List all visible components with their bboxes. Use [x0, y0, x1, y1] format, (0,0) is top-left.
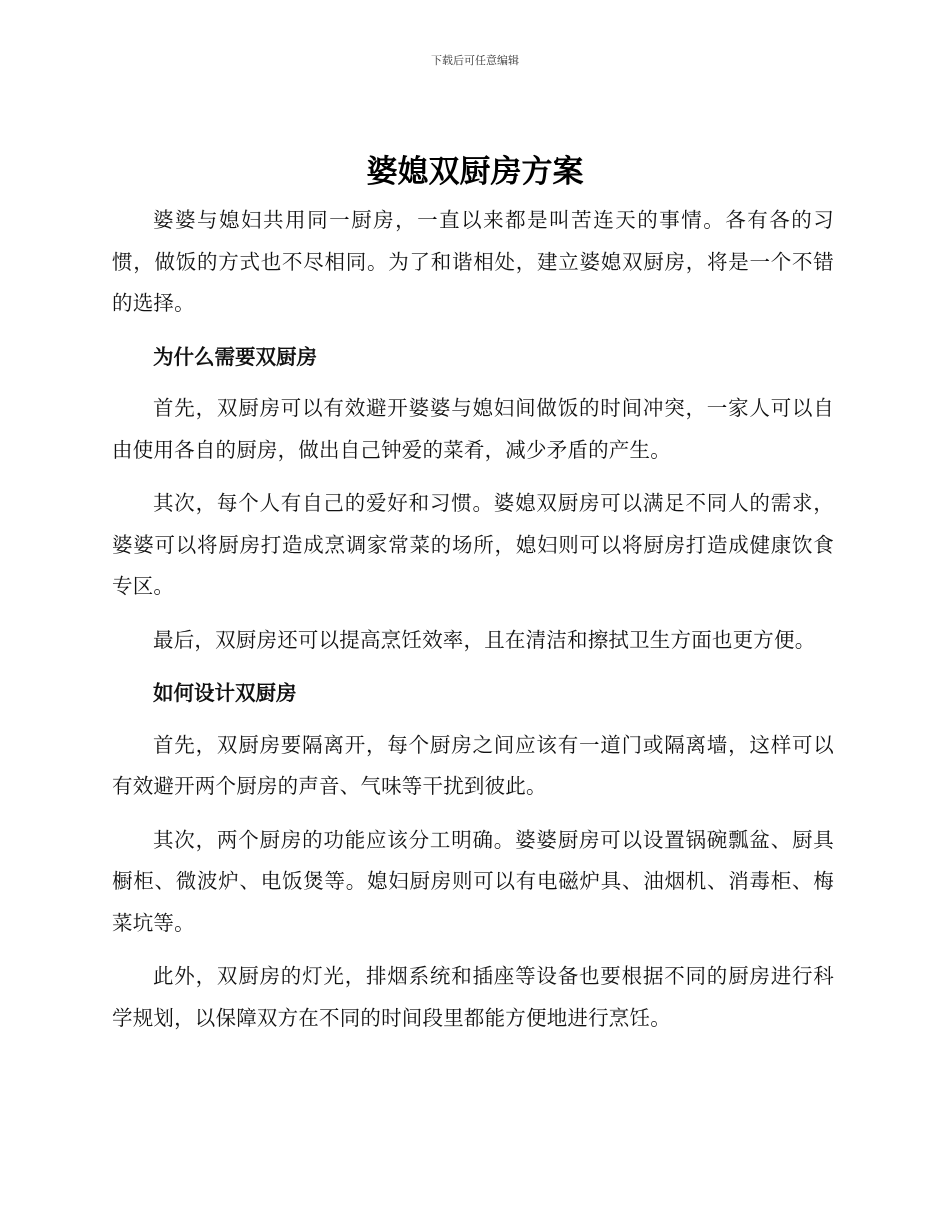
- header-note: 下载后可任意编辑: [431, 54, 519, 67]
- how-paragraph-1: 首先，双厨房要隔离开，每个厨房之间应该有一道门或隔离墙，这样可以有效避开两个厨房的声音、气味等干扰到彼此。: [112, 732, 834, 798]
- section-heading-how: 如何设计双厨房: [153, 681, 297, 705]
- why-paragraph-2: 其次，每个人有自己的爱好和习惯。婆媳双厨房可以满足不同人的需求，婆婆可以将厨房打造成烹调家常菜的场所，媳妇则可以将厨房打造成健康饮食专区。: [112, 491, 834, 598]
- how-paragraph-3: 此外，双厨房的灯光，排烟系统和插座等设备也要根据不同的厨房进行科学规划，以保障双方在不同的时间段里都能方便地进行烹饪。: [112, 964, 834, 1030]
- document-title: 婆媳双厨房方案: [366, 154, 584, 190]
- document-body: [112, 200, 834, 1051]
- intro-paragraph: 婆婆与媳妇共用同一厨房，一直以来都是叫苦连天的事情。各有各的习惯，做饭的方式也不尽相同。为了和谐相处，建立婆媳双厨房，将是一个不错的选择。: [112, 208, 834, 315]
- how-paragraph-2: 其次，两个厨房的功能应该分工明确。婆婆厨房可以设置锅碗瓢盆、厨具橱柜、微波炉、电饭煲等。媳妇厨房则可以有电磁炉具、油烟机、消毒柜、梅菜坑等。: [112, 827, 834, 935]
- why-paragraph-3: 最后，双厨房还可以提高烹饪效率，且在清洁和擦拭卫生方面也更方便。: [153, 627, 816, 652]
- why-paragraph-1: 首先，双厨房可以有效避开婆婆与媳妇间做饭的时间冲突，一家人可以自由使用各自的厨房，做出自己钟爱的菜肴，减少矛盾的产生。: [112, 396, 834, 462]
- section-heading-why: 为什么需要双厨房: [153, 344, 317, 369]
